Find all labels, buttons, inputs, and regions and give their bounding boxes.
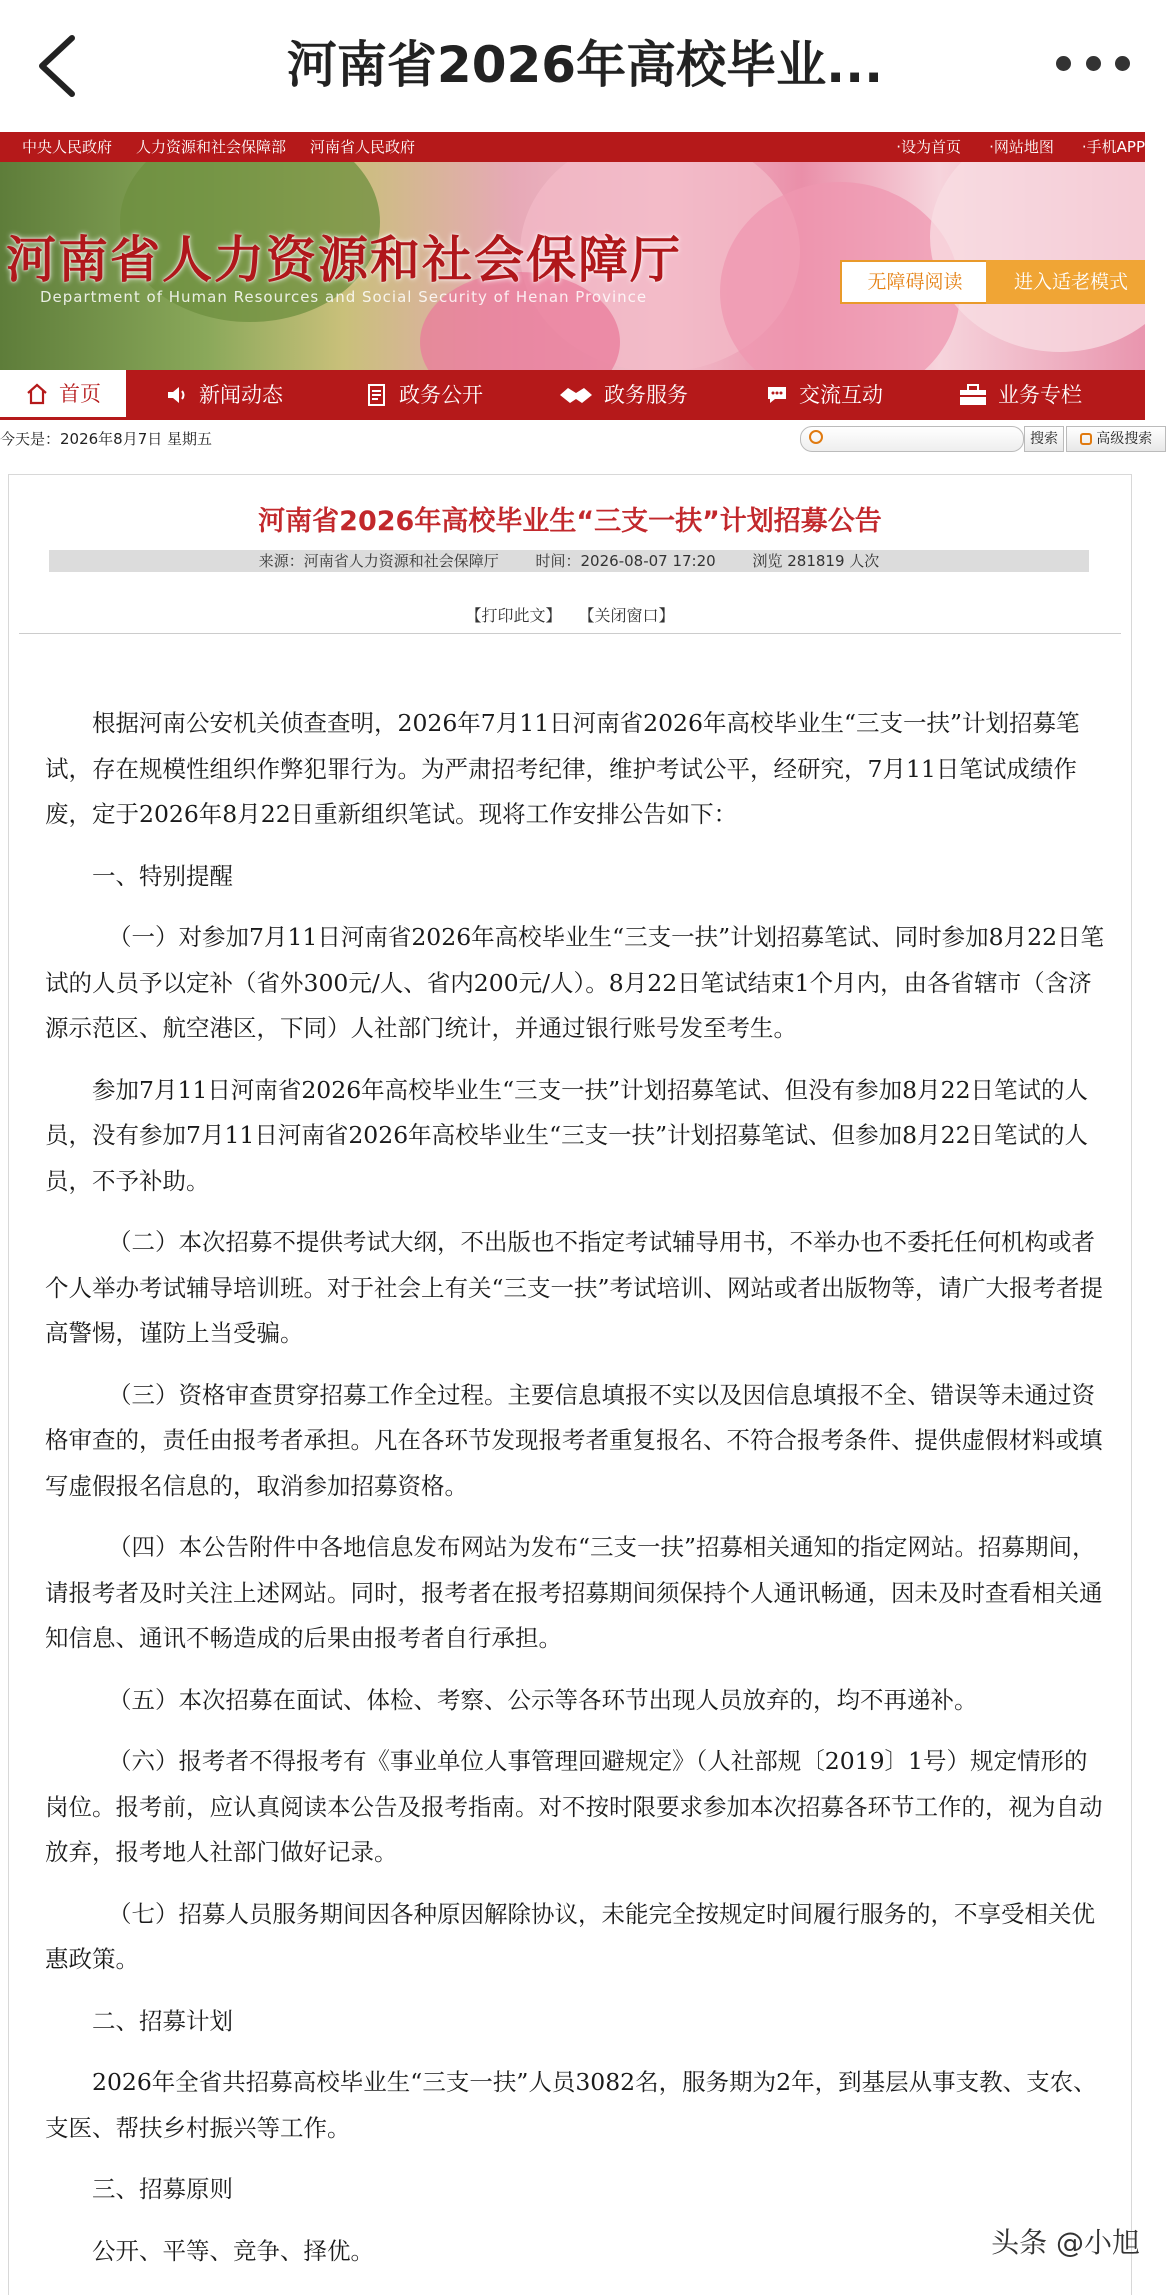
today-date: 今天是：2026年8月7日 星期五 [0, 430, 213, 448]
nav-item-services[interactable] [558, 370, 688, 420]
article-meta [49, 550, 1089, 572]
link-sitemap[interactable]: ·网站地图 [989, 138, 1054, 156]
advanced-search-label: 高级搜索 [1096, 431, 1153, 447]
paragraph: 公开、平等、竞争、择优。 [92, 2236, 374, 2265]
watermark: 头条 @小旭 [991, 2226, 1140, 2259]
nav-item-columns[interactable] [958, 370, 1082, 420]
close-window-link[interactable]: 【关闭窗口】 [578, 606, 675, 625]
divider [19, 633, 1121, 634]
print-link[interactable]: 【打印此文】 [465, 606, 562, 625]
paragraph: （五）本次招募在面试、体检、考察、公示等各环节出现人员放弃的，均不再递补。 [108, 1685, 978, 1714]
article-views: 浏览 281819 人次 [752, 552, 880, 570]
paragraph: （七）招募人员服务期间因各种原因解除协议，未能完全按规定时间履行服务的，不享受相关优惠政策。 [45, 1899, 1095, 1973]
info-bar [0, 426, 1153, 456]
nav-label: 政务服务 [604, 383, 688, 407]
document-icon [365, 383, 389, 407]
paragraph: （四）本公告附件中各地信息发布网站为发布“三支一扶”招募相关通知的指定网站。招募期间，请报考者及时关注上述网站。同时，报考者在报考招募期间须保持个人通讯畅通，因未及时查看相关通知信息、通讯不畅造成的后果由报考者自行承担。 [45, 1533, 1103, 1652]
link-central-gov[interactable]: 中央人民政府 [22, 138, 113, 156]
paragraph: （二）本次招募不提供考试大纲，不出版也不指定考试辅导用书，不举办也不委托任何机构或者个人举办考试辅导培训班。对于社会上有关“三支一扶”考试培训、网站或者出版物等，请广大报考者提高警惕，谨防上当受骗。 [45, 1228, 1104, 1347]
link-mobile-app[interactable]: ·手机APP [1081, 138, 1145, 156]
paragraph: （三）资格审查贯穿招募工作全过程。主要信息填报不实以及因信息填报不全、错误等未通过资格审查的，责任由报考者承担。凡在各环节发现报考者重复报名、不符合报考条件、提供虚假材料或填写虚假报名信息的，取消参加招募资格。 [45, 1380, 1103, 1500]
paragraph: （一）对参加7月11日河南省2026年高校毕业生“三支一扶”计划招募笔试、同时参加8月22日笔试的人员予以定补（省外300元/人、省内200元/人）。8月22日笔试结束1个月内，由各省辖市（含济源示范区、航空港区，下同）人社部门统计，并通过银行账号发至考生。 [45, 923, 1105, 1042]
advanced-search-button[interactable] [1066, 426, 1166, 452]
elder-mode-button[interactable]: 进入适老模式 [986, 260, 1145, 304]
paragraph: 参加7月11日河南省2026年高校毕业生“三支一扶”计划招募笔试、但没有参加8月22日笔试的人员，没有参加7月11日河南省2026年高校毕业生“三支一扶”计划招募笔试、但参加8月22日笔试的人员，不予补助。 [45, 1075, 1089, 1195]
home-icon [25, 382, 49, 406]
article-tools [9, 603, 1131, 626]
nav-label: 政务公开 [399, 383, 483, 407]
accessible-reading-button[interactable]: 无障碍阅读 [840, 260, 990, 304]
website [0, 132, 1153, 2289]
more-dots-icon[interactable] [1056, 56, 1130, 76]
banner-flower [930, 162, 1145, 352]
nav-label: 新闻动态 [199, 383, 283, 407]
section-heading: 三、招募原则 [92, 2175, 233, 2203]
link-mohrss[interactable]: 人力资源和社会保障部 [136, 138, 287, 156]
section-heading: 一、特别提醒 [92, 861, 233, 890]
site-subtitle: Department of Human Resources and Social Security of Henan Province [40, 288, 648, 306]
link-set-homepage[interactable]: ·设为首页 [896, 138, 962, 156]
advanced-search-icon [1080, 433, 1092, 445]
nav-item-home[interactable] [0, 370, 126, 420]
article-time: 时间：2026-08-07 17:20 [535, 552, 716, 570]
paragraph: 2026年全省共招募高校毕业生“三支一扶”人员3082名，服务期为2年，到基层从事支教、支农、支医、帮扶乡村振兴等工作。 [45, 2068, 1097, 2142]
nav-label: 首页 [59, 381, 101, 406]
article-title: 河南省2026年高校毕业生“三支一扶”计划招募公告 [258, 506, 882, 537]
header-banner [0, 162, 1145, 370]
nav-item-gov-affairs[interactable] [365, 370, 483, 420]
article-body [45, 701, 1110, 2290]
search-icon [809, 430, 823, 444]
article-frame [8, 474, 1132, 2295]
nav-item-interaction[interactable] [765, 370, 883, 420]
chevron-left-icon[interactable] [30, 34, 90, 98]
paragraph: （六）报考者不得报考有《事业单位人事管理回避规定》（人社部规〔2019〕1号）规定情形的岗位。报考前，应认真阅读本公告及报考指南。对不按时限要求参加本次招募各环节工作的，视为自动放弃，报考地人社部门做好记录。 [45, 1747, 1103, 1866]
handshake-icon [558, 383, 594, 407]
chat-icon [765, 383, 789, 407]
top-links-bar [0, 132, 1145, 162]
paragraph: 根据河南公安机关侦查查明，2026年7月11日河南省2026年高校毕业生“三支一扶”计划招募笔试，存在规模性组织作弊犯罪行为。为严肃招考纪律，维护考试公平，经研究，7月11日笔试成绩作废，定于2026年8月22日重新组织笔试。现将工作安排公告如下： [45, 709, 1080, 828]
link-henan-gov[interactable]: 河南省人民政府 [310, 138, 416, 156]
briefcase-icon [958, 383, 988, 407]
app-title: 河南省2026年高校毕业... [286, 36, 884, 94]
article-source: 来源：河南省人力资源和社会保障厅 [258, 552, 499, 570]
site-title: 河南省人力资源和社会保障厅 [6, 230, 682, 289]
main-nav [0, 370, 1145, 420]
search-button[interactable]: 搜索 [1024, 426, 1064, 452]
section-heading: 二、招募计划 [92, 2006, 233, 2035]
nav-item-news[interactable] [165, 370, 283, 420]
search-input[interactable] [800, 426, 1024, 452]
app-bar [0, 0, 1170, 132]
nav-label: 交流互动 [799, 383, 883, 407]
speaker-icon [165, 383, 189, 407]
nav-label: 业务专栏 [998, 383, 1082, 407]
